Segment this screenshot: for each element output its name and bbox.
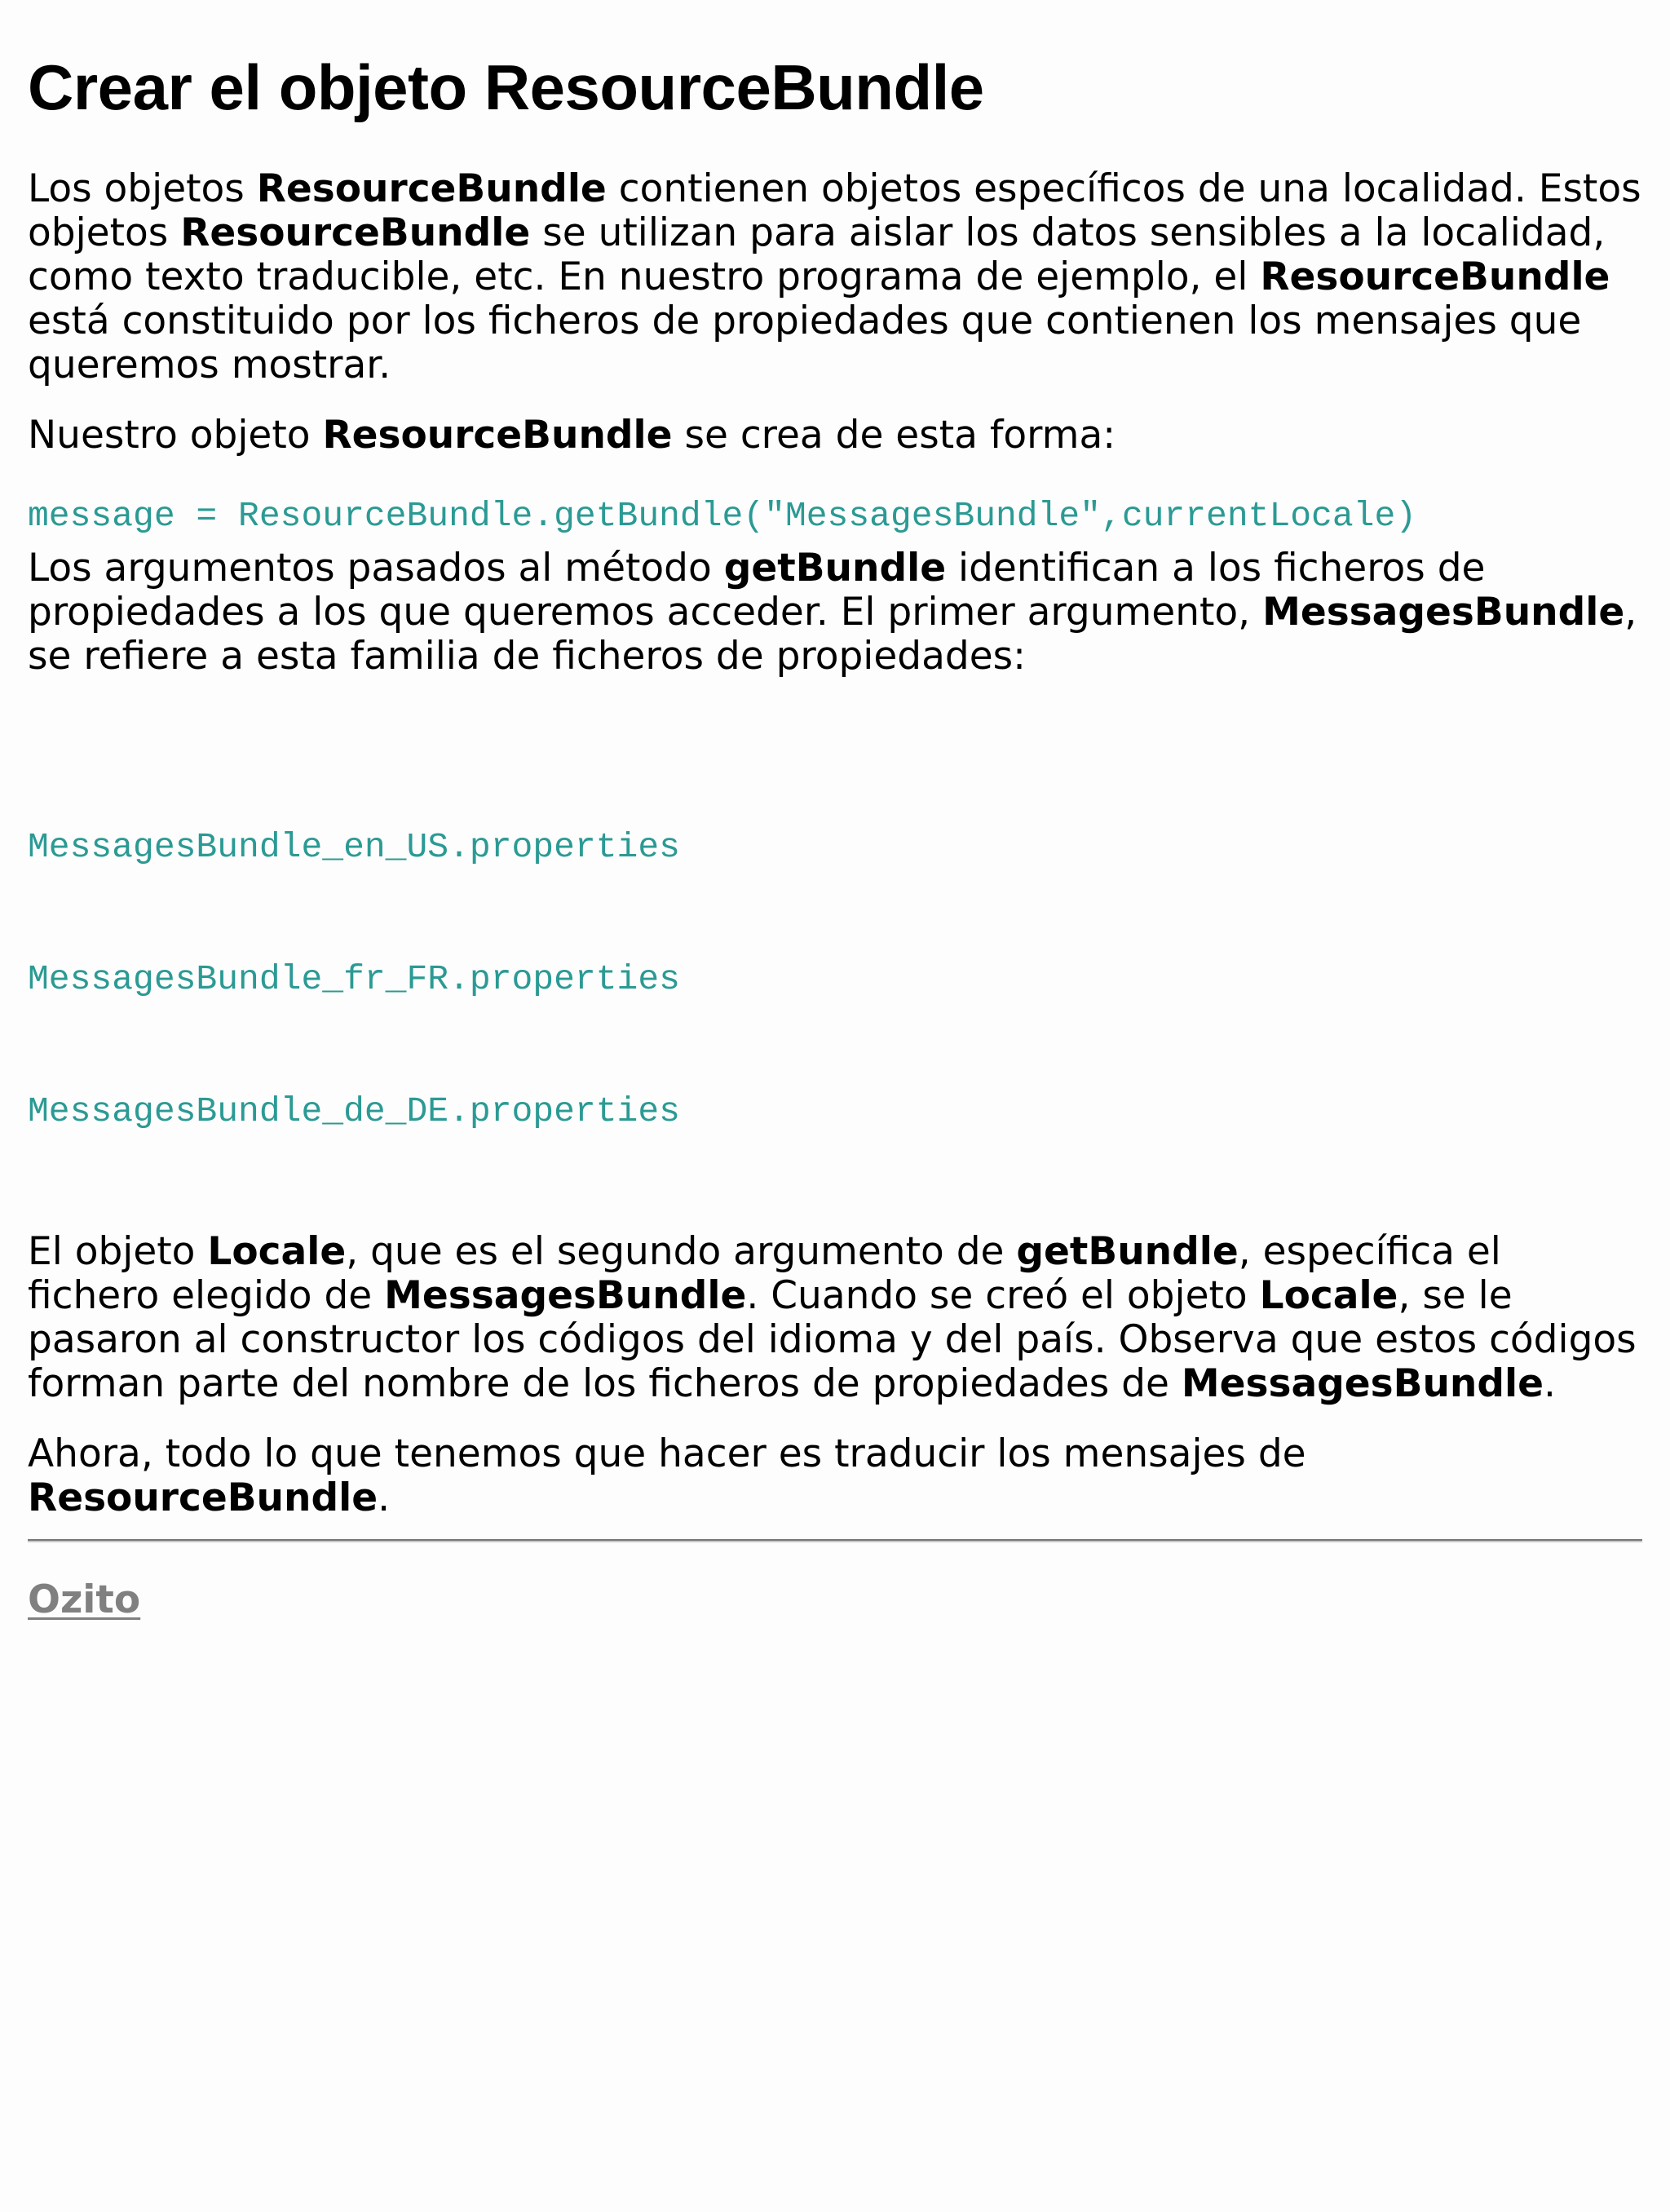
bold-term: getBundle — [723, 546, 947, 591]
text-span: Los objetos — [28, 166, 257, 211]
text-span: , que es el segundo argumento de — [346, 1229, 1017, 1274]
text-span: . Cuando se creó el objeto — [746, 1273, 1260, 1318]
bold-term: Locale — [207, 1229, 347, 1274]
text-span: identifican a los ficheros de propiedades a los que queremos acceder. El primer argumento, — [28, 546, 1486, 635]
bold-term: MessagesBundle — [384, 1273, 747, 1318]
bold-term: getBundle — [1016, 1229, 1239, 1274]
text-span: El objeto — [28, 1229, 208, 1274]
creation-paragraph — [28, 414, 1642, 458]
closing-paragraph — [28, 1432, 1642, 1520]
text-span: Ahora, todo lo que tenemos que hacer es traducir los mensajes de — [28, 1431, 1306, 1476]
code-line: MessagesBundle_en_US.properties — [28, 827, 680, 867]
bold-term: MessagesBundle — [1262, 590, 1625, 635]
text-span: , específica el fichero elegido de — [28, 1229, 1501, 1318]
code-getbundle-call: message = ResourceBundle.getBundle("MessagesBundle",currentLocale) — [28, 496, 1417, 536]
text-span: . — [378, 1475, 391, 1520]
bold-term: Locale — [1259, 1273, 1398, 1318]
text-span: . — [1544, 1361, 1556, 1406]
text-span: se crea de esta forma: — [672, 413, 1116, 458]
bold-term: ResourceBundle — [28, 1475, 378, 1520]
text-span: contienen objetos específicos de una localidad. Estos objetos — [28, 166, 1641, 255]
text-span: se utilizan para aislar los datos sensibles a la localidad, como texto traducible, etc. En nuestro programa de ejemplo, el — [28, 210, 1606, 299]
document-page — [0, 51, 1670, 1622]
text-span: , se le pasaron al constructor los códigos del idioma y del país. Observa que estos códigos forman parte del nombre de los ficheros de propiedades de — [28, 1273, 1637, 1406]
code-line: MessagesBundle_de_DE.properties — [28, 1091, 680, 1131]
locale-paragraph — [28, 1230, 1642, 1406]
page-title: Crear el objeto ResourceBundle — [28, 51, 984, 123]
text-span: Nuestro objeto — [28, 413, 323, 458]
text-span: Los argumentos pasados al método — [28, 546, 724, 591]
bold-term: ResourceBundle — [322, 413, 673, 458]
bold-term: MessagesBundle — [1181, 1361, 1544, 1406]
bold-term: ResourceBundle — [256, 166, 607, 211]
intro-paragraph — [28, 167, 1642, 387]
code-properties-files — [28, 737, 1642, 1222]
bold-term: ResourceBundle — [180, 210, 531, 255]
ozito-link[interactable]: Ozito — [28, 1577, 141, 1622]
code-line: MessagesBundle_fr_FR.properties — [28, 959, 680, 999]
text-span: , se refiere a esta familia de ficheros de propiedades: — [28, 590, 1637, 679]
bold-term: ResourceBundle — [1260, 254, 1610, 299]
arguments-paragraph — [28, 546, 1642, 679]
text-span: está constituido por los ficheros de propiedades que contienen los mensajes que queremos mostrar. — [28, 299, 1582, 387]
horizontal-divider — [28, 1539, 1642, 1542]
